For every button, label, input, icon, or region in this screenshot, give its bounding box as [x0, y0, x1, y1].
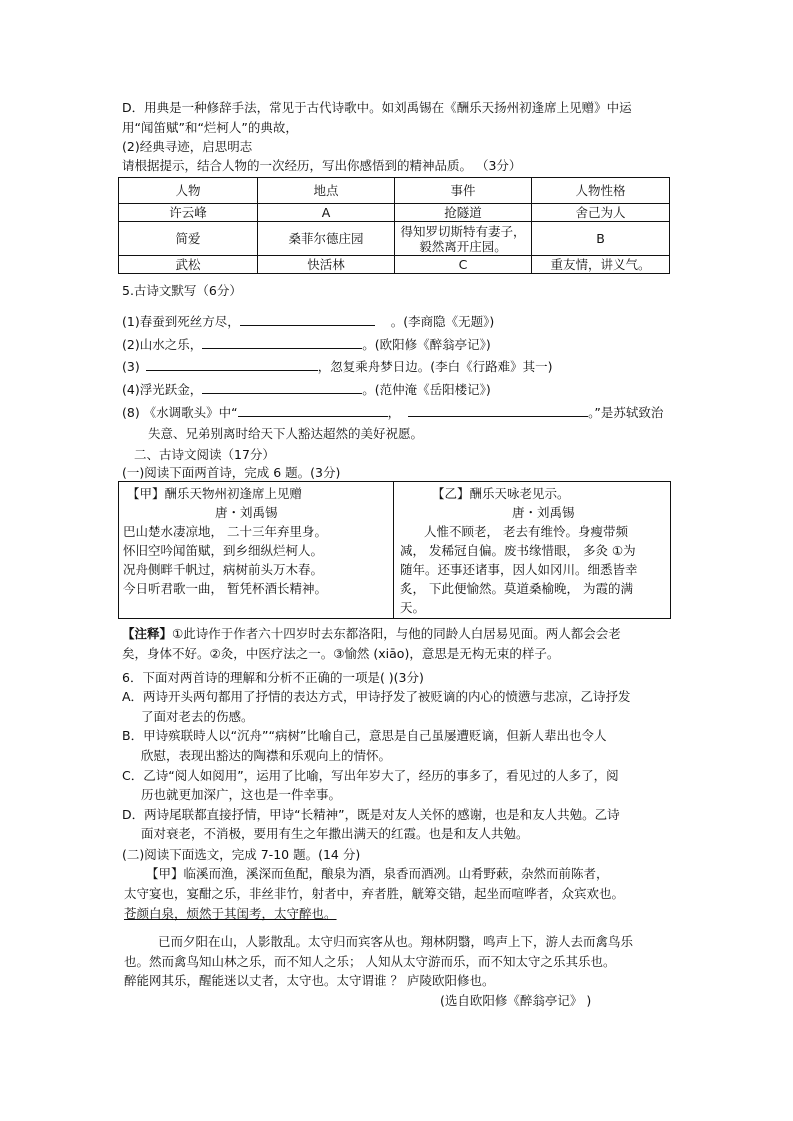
option-d-line2: 用“闻笛赋”和“烂柯人”的典故，	[122, 120, 298, 135]
table-cell: 舍己为人	[532, 204, 670, 222]
subsection-1-title: (一)阅读下面两首诗，完成 6 题。(3分)	[122, 465, 341, 480]
section-5-title: 5.古诗文默写（6分）	[122, 283, 242, 298]
table-cell: 武松	[119, 256, 258, 274]
subheading-2: (2)经典寻迹，启思明志	[122, 139, 253, 154]
note-line2: 矣，身体不好。②灸，中医疗法之一。③愉然 (xiāo)，意思是无构无束的样子。	[122, 646, 560, 661]
poem-line: 巴山楚水凄凉地， 二十三年弃里身。	[123, 524, 327, 539]
table-header: 人物性格	[532, 178, 670, 204]
question-6-stem: 6．下面对两首诗的理解和分析不正确的一项是( )(3分)	[122, 670, 424, 685]
table-cell: A	[258, 204, 395, 222]
table-cell: 简爱	[119, 222, 258, 256]
answer-blank[interactable]	[408, 404, 588, 417]
table-cell: B	[532, 222, 670, 256]
poem-b-title: 【乙】酬乐天咏老见示。	[432, 486, 570, 501]
table-cell-multiline: 得知罗切斯特有妻子， 毅然离开庄园。	[395, 222, 532, 256]
character-table	[118, 177, 670, 274]
option-b-cont: 欣慰，表现出豁达的陶襟和乐观向上的情怀。	[141, 748, 392, 763]
passage-line: 【甲】临溪而渔，溪深而鱼配，酿泉为酒，泉香而酒冽。山肴野蔌，杂然而前陈者，	[146, 866, 609, 881]
answer-blank[interactable]	[146, 358, 318, 371]
section-2-title: 二、古诗文阅读（17分）	[134, 447, 275, 462]
poem-a-box	[118, 481, 394, 619]
poem-b-box	[393, 481, 671, 619]
poem-line: 炙， 下此便愉然。莫道桑榆晚， 为霞的满	[400, 581, 633, 596]
poem-line: 今日听君歌一曲， 暂凭杯酒长精神。	[123, 581, 327, 596]
answer-blank[interactable]	[238, 404, 388, 417]
option-a-cont: 了面对老去的伤感。	[141, 709, 254, 724]
poem-line: 况舟侧畔千帆过，病树前头万木春。	[123, 562, 324, 577]
table-cell: C	[395, 256, 532, 274]
passage-line-underlined: 苍颜白泉，烦然于其闺考，太守醉也。	[124, 906, 337, 921]
answer-blank[interactable]	[202, 381, 362, 394]
answer-blank[interactable]	[240, 313, 375, 326]
option-c: C．乙诗“阅人如阅用”，运用了比喻，写出年岁大了，经历的事多了，看见过的人多了，阅	[122, 768, 619, 783]
poem-b-author: 唐・刘禹锡	[512, 505, 575, 520]
option-d: D．两诗尾联都直接抒情，甲诗“长精神”，既是对友人关怀的感谢，也是和友人共勉。乙诗	[122, 807, 620, 822]
table-cell: 桑菲尔德庄园	[258, 222, 395, 256]
table-cell: 抢隧道	[395, 204, 532, 222]
question-5-4: (4)浮光跃金， 。(范仲淹《岳阳楼记》)	[122, 382, 491, 397]
poem-line: 减， 发稀冠自偏。废书缘惜眼， 多灸 ①为	[400, 543, 636, 558]
passage-line: 醉能网其乐，醒能迷以丈者，太守也。太守谓谁 ？ 庐陵欧阳修也。	[124, 973, 495, 988]
instruction: 请根据提示，结合人物的一次经历，写出你感悟到的精神品质。 （3分）	[122, 158, 522, 173]
question-5-3: (3) ，忽复乘舟梦日边。(李白《行路难》其一)	[122, 359, 553, 374]
question-5-1: (1)春蚕到死丝方尽， 。(李商隐《无题》)	[122, 314, 495, 329]
note-line1: 【注释】①此诗作于作者六十四岁时去东都洛阳，与他的同龄人白居易见面。两人都会会老	[122, 626, 621, 641]
option-c-cont: 历也就更加深广，这也是一件幸事。	[141, 787, 342, 802]
option-d-cont: 面对衰老，不消极，要用有生之年撒出满天的红霞。也是和友人共勉。	[141, 826, 529, 841]
option-a: A．两诗开头两句都用了抒情的表达方式，甲诗抒发了被贬谪的内心的愤懑与悲凉，乙诗抒发	[122, 689, 631, 704]
poem-line: 天。	[400, 600, 426, 615]
poem-line: 怀旧空吟闻笛赋，到乡细纵烂柯人。	[123, 543, 324, 558]
note-label: 【注释】	[122, 626, 173, 641]
table-header: 人物	[119, 178, 258, 204]
poem-line: 随年。还事还诸事，因人如冈川。细悉皆幸	[400, 562, 638, 577]
question-5-5: (8) 《水调歌头》中“ ， 。”是苏轼致治	[122, 405, 664, 420]
poem-a-title: 【甲】酬乐天物州初逢席上见赠	[127, 486, 303, 501]
option-b: B．甲诗殡联時人以“沉舟”“病树”比喻自己，意思是自己虽屡遭贬谪，但新人辈出也令人	[122, 728, 607, 743]
passage-line: 已而夕阳在山，人影散乱。太守归而宾客从也。翔林阴翳，鸣声上下，游人去而禽鸟乐	[158, 934, 634, 949]
poem-a-author: 唐・刘禹锡	[215, 505, 278, 520]
passage-line: 也。然而禽鸟知山林之乐，而不知人之乐； 人知从太守游而乐，而不知太守之乐其乐也。	[124, 954, 616, 969]
table-cell: 重友情，讲义气。	[532, 256, 670, 274]
table-cell: 许云峰	[119, 204, 258, 222]
poem-line: 人惟不顾老， 老去有维怜。身瘦带频	[424, 524, 628, 539]
question-5-5-cont: 失意、兄弟别离时给天下人豁达超然的美好祝愿。	[148, 426, 424, 441]
answer-blank[interactable]	[202, 336, 362, 349]
question-5-2: (2)山水之乐， 。(欧阳修《醉翁亭记》)	[122, 337, 491, 352]
subsection-2-title: (二)阅读下面选文，完成 7-10 题。(14 分)	[122, 847, 361, 862]
table-header: 地点	[258, 178, 395, 204]
passage-source: (选自欧阳修《醉翁亭记》 )	[440, 993, 592, 1008]
passage-line: 太守宴也，宴酣之乐，非丝非竹，射者中，弃者胜，觥筹交错，起坐而喧哗者，众宾欢也。	[124, 886, 625, 901]
table-header: 事件	[395, 178, 532, 204]
option-d-line1: D．用典是一种修辞手法，常见于古代诗歌中。如刘禹锡在《酬乐天扬州初逢席上见赠》中运	[122, 100, 632, 115]
table-cell: 快活林	[258, 256, 395, 274]
